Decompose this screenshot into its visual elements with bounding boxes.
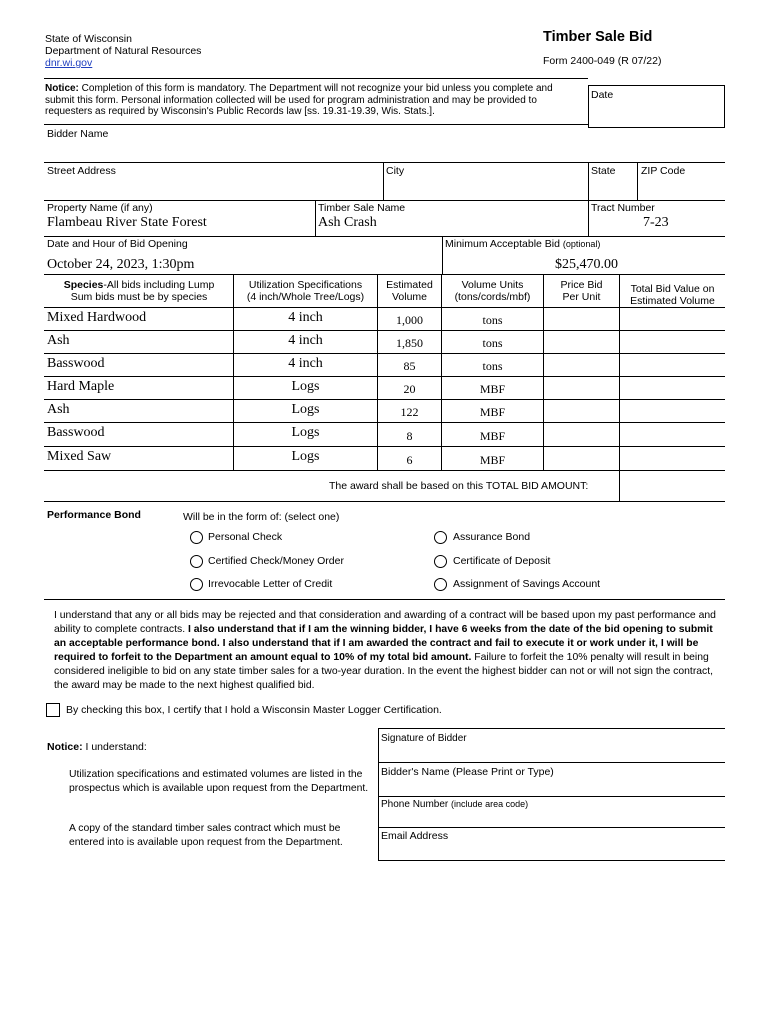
- price-bid-cell[interactable]: [544, 447, 619, 470]
- bidder-name-field[interactable]: [44, 140, 725, 162]
- bidder-print-name-field[interactable]: [379, 779, 725, 796]
- units-cell[interactable]: MBF: [479, 429, 506, 443]
- units-cell[interactable]: tons: [482, 313, 503, 327]
- total-bid-header: Total Bid Value on Estimated Volume: [630, 283, 715, 307]
- radio-certificate-of-deposit[interactable]: [434, 555, 447, 568]
- option-personal-check: Personal Check: [208, 531, 283, 543]
- timber-sale-name-label: Timber Sale Name: [318, 202, 406, 214]
- notice-contract-text: A copy of the standard timber sales contract which must be entered into is available upon request from the Department.: [69, 823, 343, 848]
- price-bid-cell[interactable]: [544, 400, 619, 422]
- utilization-cell[interactable]: 4 inch: [288, 333, 323, 348]
- timber-sale-name-value[interactable]: Ash Crash: [318, 215, 377, 230]
- species-cell[interactable]: Ash: [47, 402, 70, 417]
- state-label: State: [591, 165, 616, 177]
- volume-cell[interactable]: 1,850: [396, 336, 423, 350]
- department-name: Department of Natural Resources: [45, 45, 202, 57]
- street-address-label: Street Address: [47, 165, 116, 177]
- utilization-header: Utilization Specifications (4 inch/Whole Tree/Logs): [246, 279, 365, 303]
- total-bid-amount-field[interactable]: [620, 471, 725, 501]
- master-logger-certify-text: By checking this box, I certify that I hold a Wisconsin Master Logger Certification.: [66, 704, 442, 716]
- email-address-field[interactable]: [379, 843, 725, 860]
- price-bid-cell[interactable]: [544, 354, 619, 376]
- total-bid-cell[interactable]: [620, 447, 725, 470]
- total-bid-cell[interactable]: [620, 354, 725, 376]
- species-cell[interactable]: Hard Maple: [47, 379, 115, 394]
- bid-opening-label: Date and Hour of Bid Opening: [47, 238, 188, 250]
- form-number: Form 2400-049 (R 07/22): [543, 55, 662, 67]
- price-bid-cell[interactable]: [544, 423, 619, 446]
- bond-prompt: Will be in the form of: (select one): [183, 511, 340, 523]
- volume-cell[interactable]: 20: [403, 382, 416, 396]
- price-bid-cell[interactable]: [544, 331, 619, 353]
- master-logger-checkbox[interactable]: [46, 703, 60, 717]
- state-name: State of Wisconsin: [45, 33, 132, 45]
- notice-prospectus-text: Utilization specifications and estimated volumes are listed in the prospectus which is available upon request from the Department.: [69, 769, 369, 794]
- bid-opening-value[interactable]: October 24, 2023, 1:30pm: [47, 257, 195, 272]
- option-savings-account: Assignment of Savings Account: [453, 578, 601, 590]
- species-cell[interactable]: Mixed Hardwood: [47, 310, 147, 325]
- utilization-cell[interactable]: 4 inch: [288, 356, 323, 371]
- units-cell[interactable]: MBF: [479, 453, 506, 467]
- price-bid-cell[interactable]: [544, 377, 619, 399]
- city-label: City: [386, 165, 405, 177]
- price-bid-header: Price Bid Per Unit: [560, 279, 603, 303]
- units-cell[interactable]: tons: [482, 359, 503, 373]
- utilization-cell[interactable]: Logs: [291, 449, 320, 464]
- radio-personal-check[interactable]: [190, 531, 203, 544]
- radio-assurance-bond[interactable]: [434, 531, 447, 544]
- notice-understand: Notice: I understand:: [47, 741, 147, 753]
- phone-number-label: Phone Number (include area code): [381, 799, 529, 810]
- option-certificate-of-deposit: Certificate of Deposit: [453, 555, 551, 567]
- privacy-notice: Notice: Completion of this form is mandatory. The Department will not recognize your bid unless you complete and submit this form. Personal information collected will be used for program administration and may be provided to requesters as required by Wisconsin's Public Records law [ss. 19.31-19.39, Wis. Stats.].: [45, 83, 553, 117]
- species-cell[interactable]: Basswood: [47, 356, 105, 371]
- price-bid-cell[interactable]: [544, 308, 619, 330]
- radio-savings-account[interactable]: [434, 578, 447, 591]
- form-title: Timber Sale Bid: [543, 29, 653, 45]
- option-letter-of-credit: Irrevocable Letter of Credit: [208, 578, 333, 590]
- volume-units-header: Volume Units (tons/cords/mbf): [454, 279, 531, 303]
- property-name-label: Property Name (if any): [47, 202, 153, 214]
- zip-code-label: ZIP Code: [641, 165, 686, 177]
- date-label: Date: [591, 89, 614, 101]
- units-cell[interactable]: tons: [482, 336, 503, 350]
- tract-number-label: Tract Number: [591, 202, 655, 214]
- min-bid-value[interactable]: $25,470.00: [555, 257, 618, 272]
- bid-statement: I understand that any or all bids may be rejected and that consideration and awarding of a contract will be based upon my past performance and ability to complete contracts. I also understand that if I am the winning bidder, I have 6 weeks from the date of the bid opening to submit an acceptable performance bond. I also understand that if I am awarded the contract and fail to execute it or work under it, I will be required to forfeit to the Department an amount equal to 10% of my total bid amount. Failure to forfeit the 10% penalty will result in being considered ineligible to bid on any state timber sales for a two-year duration. In the event the highest bidder can not or will not sign the contract, the award may be made to the next highest qualified bid.: [54, 610, 716, 691]
- performance-bond-label: Performance Bond: [47, 509, 141, 521]
- utilization-cell[interactable]: Logs: [291, 425, 320, 440]
- volume-cell[interactable]: 85: [403, 359, 416, 373]
- utilization-cell[interactable]: Logs: [291, 379, 320, 394]
- species-cell[interactable]: Basswood: [47, 425, 105, 440]
- total-bid-cell[interactable]: [620, 331, 725, 353]
- award-basis-text: The award shall be based on this TOTAL BID AMOUNT:: [329, 480, 589, 492]
- units-cell[interactable]: MBF: [479, 405, 506, 419]
- tract-number-value[interactable]: 7-23: [643, 215, 669, 230]
- bidder-print-name-label: Bidder's Name (Please Print or Type): [381, 766, 554, 778]
- radio-certified-check[interactable]: [190, 555, 203, 568]
- property-name-value[interactable]: Flambeau River State Forest: [47, 215, 207, 230]
- min-bid-label: Minimum Acceptable Bid (optional): [445, 238, 601, 250]
- volume-cell[interactable]: 1,000: [396, 313, 423, 327]
- utilization-cell[interactable]: 4 inch: [288, 310, 323, 325]
- volume-cell[interactable]: 8: [406, 429, 413, 443]
- email-address-label: Email Address: [381, 830, 449, 842]
- total-bid-cell[interactable]: [620, 308, 725, 330]
- radio-letter-of-credit[interactable]: [190, 578, 203, 591]
- option-assurance-bond: Assurance Bond: [453, 531, 531, 543]
- signature-label: Signature of Bidder: [381, 733, 467, 744]
- total-bid-cell[interactable]: [620, 400, 725, 422]
- website-link[interactable]: dnr.wi.gov: [45, 57, 93, 69]
- signature-field[interactable]: [379, 745, 725, 762]
- volume-cell[interactable]: 6: [406, 453, 413, 467]
- utilization-cell[interactable]: Logs: [291, 402, 320, 417]
- option-certified-check: Certified Check/Money Order: [208, 555, 344, 567]
- bidder-name-label: Bidder Name: [47, 128, 109, 140]
- units-cell[interactable]: MBF: [479, 382, 506, 396]
- species-cell[interactable]: Ash: [47, 333, 70, 348]
- total-bid-cell[interactable]: [620, 423, 725, 446]
- species-cell[interactable]: Mixed Saw: [47, 449, 112, 464]
- phone-number-field[interactable]: [379, 810, 725, 827]
- species-header: Species-All bids including Lump Sum bids must be by species: [63, 279, 215, 303]
- estimated-volume-header: Estimated Volume: [386, 279, 433, 303]
- volume-cell[interactable]: 122: [400, 405, 419, 419]
- total-bid-cell[interactable]: [620, 377, 725, 399]
